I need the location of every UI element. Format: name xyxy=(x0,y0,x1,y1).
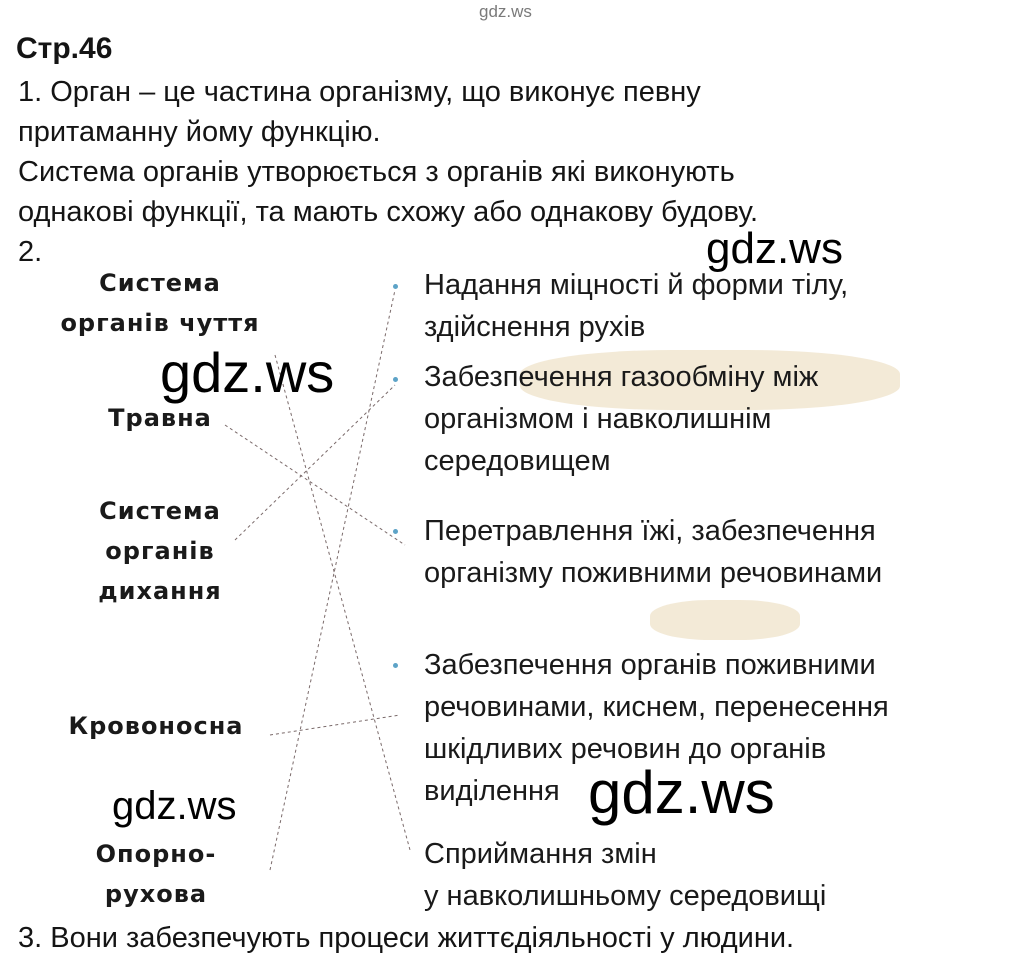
right-item-line: Надання міцності й форми тілу, xyxy=(424,269,849,301)
left-item-line: органів чуття xyxy=(60,309,260,337)
right-item-line: шкідливих речовин до органів xyxy=(424,733,827,765)
answer-3: 3. Вони забезпечують процеси життєдіяльності у людини. xyxy=(18,922,795,954)
watermark-gdz: gdz.ws xyxy=(706,224,843,273)
answer-1-line-2: притаманну йому функцію. xyxy=(18,116,381,148)
right-item-line: Перетравлення їжі, забезпечення xyxy=(424,515,876,547)
match-line-sense-to-perception xyxy=(275,355,410,850)
right-item-line: Сприймання змін xyxy=(424,838,657,870)
page-title: Стр.46 xyxy=(16,32,113,65)
match-line-circulatory-to-transport xyxy=(270,715,400,735)
left-item-line: органів xyxy=(105,537,215,565)
answer-2-label: 2. xyxy=(18,236,43,268)
match-line-respiratory-to-gas xyxy=(235,385,395,540)
right-item-line: виділення xyxy=(424,775,560,807)
right-item-line: організмом і навколишнім xyxy=(424,403,772,435)
answer-1-line-3: Система органів утворюється з органів які виконують xyxy=(18,156,735,188)
right-item-line: речовинами, киснем, перенесення xyxy=(424,691,889,723)
site-watermark-top: gdz.ws xyxy=(479,2,532,21)
left-item-line: Кровоносна xyxy=(68,712,244,740)
left-item-line: Система xyxy=(99,269,221,297)
right-item-line: організму поживними речовинами xyxy=(424,557,883,589)
watermark-gdz: gdz.ws xyxy=(160,341,335,404)
left-item-line: Опорно- xyxy=(95,840,217,868)
left-item-line: Травна xyxy=(108,404,212,432)
answer-1-line-4: однакові функції, та мають схожу або однакову будову. xyxy=(18,196,759,228)
right-item-line: у навколишньому середовищі xyxy=(424,880,827,912)
left-item-line: рухова xyxy=(104,880,208,908)
right-item-line: Забезпечення газообміну між xyxy=(424,361,819,393)
watermark-gdz: gdz.ws xyxy=(588,759,775,826)
answer-1-line-1: 1. Орган – це частина організму, що виконує певну xyxy=(18,76,701,108)
match-line-digestive-to-digestion xyxy=(225,425,405,545)
right-item-line: здійснення рухів xyxy=(424,311,646,343)
left-item-line: дихання xyxy=(98,577,222,605)
watermark-gdz: gdz.ws xyxy=(112,784,237,828)
right-item-line: середовищем xyxy=(424,445,611,477)
left-item-line: Система xyxy=(99,497,221,525)
right-item-line: Забезпечення органів поживними xyxy=(424,649,876,681)
